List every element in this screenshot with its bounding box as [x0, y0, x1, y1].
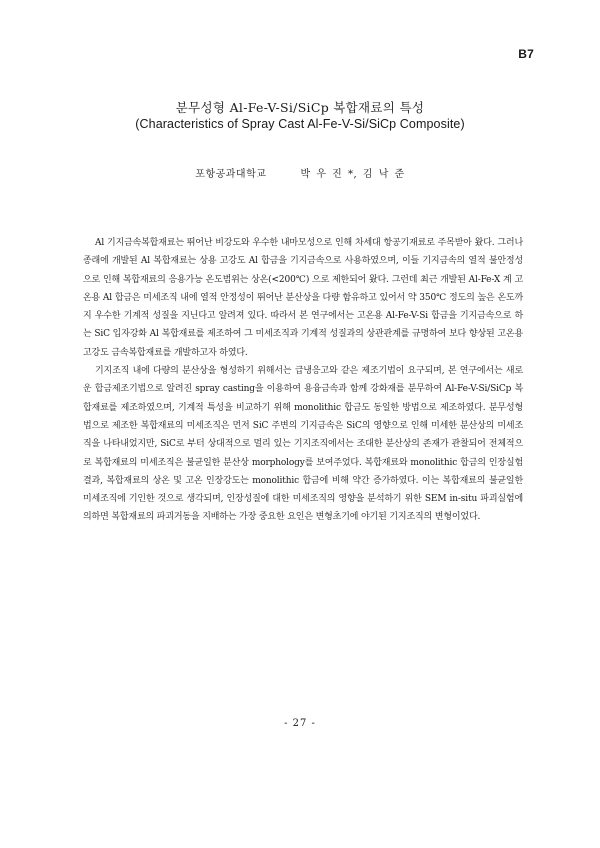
author-names: 박 우 진 *, 김 낙 준 — [300, 169, 405, 180]
abstract-paragraph: 기지조직 내에 다량의 분산상을 형성하기 위해서는 급냉응고와 같은 제조기법이 요구되며, 본 연구에서는 새로운 합금제조기법으로 알려진 spray casting을 이용하여 용융금속과 함께 강화재를 분무하여 Al-Fe-V-Si/SiCp 복합재료를 제조하였으며, 기계적 특성을 비교하기 위해 monolithic 합금도 동일한 방법으로 제조하였다. 분무성형법으로 제조한 복합재료의 미세조직은 먼저 SiC 주변의 기지금속은 SiC의 영향으로 인해 미세한 분산상의 미세조직을 나타내었지만, SiC로 부터 상대적으로 멀리 있는 기지조직에서는 조대한 분산상의 존재가 관찰되어 전체적으로 복합재료의 미세조직은 불균일한 분산상 morphology를 보여주었다. 복합재료와 monolithic 합금의 인장실험 결과, 복합재료의 상온 및 고온 인장강도는 monolithic 합금에 비해 약간 증가하였다. 이는 복합재료의 불균일한 미세조직에 기인한 것으로 생각되며, 인장성질에 대한 미세조직의 영향을 분석하기 위한 SEM in-situ 파괴실험에 의하면 복합재료의 파괴거동을 지배하는 가장 중요한 요인은 변형초기에 야기된 기지조직의 변형이었다. — [83, 366, 523, 523]
author-line — [0, 165, 600, 180]
affiliation: 포항공과대학교 — [195, 169, 267, 180]
page-number: - 27 - — [284, 718, 316, 729]
abstract-body — [83, 234, 523, 527]
title-korean: 분무성형 Al-Fe-V-Si/SiCp 복합재료의 특성 — [175, 100, 425, 115]
title-english: (Characteristics of Spray Cast Al-Fe-V-Si/SiCp Composite) — [135, 117, 465, 131]
section-code: B7 — [518, 47, 534, 61]
abstract-paragraph: Al 기지금속복합재료는 뛰어난 비강도와 우수한 내마모성으로 인해 차세대 항공기재료로 주목받아 왔다. 그러나 종래에 개발된 Al 복합재료는 상용 고강도 Al 합금을 기지금속으로 사용하였으며, 이들 기지금속의 열적 불안정성으로 인해 복합재료의 응용가능 온도범위는 상온(<200℃) 으로 제한되어 왔다. 그런데 최근 개발된 Al-Fe-X 계 고온용 Al 합금은 미세조직 내에 열적 안정성이 뛰어난 분산상을 다량 함유하고 있어서 약 350℃ 정도의 높은 온도까지 우수한 기계적 성질을 지닌다고 알려져 있다. 따라서 본 연구에서는 고온용 Al-Fe-V-Si 합금을 기지금속으로 하는 SiC 입자강화 Al 복합재료를 제조하여 그 미세조직과 기계적 성질과의 상관관계를 규명하여 보다 향상된 고온용 고강도 금속복합재료를 개발하고자 하였다. — [83, 238, 523, 358]
